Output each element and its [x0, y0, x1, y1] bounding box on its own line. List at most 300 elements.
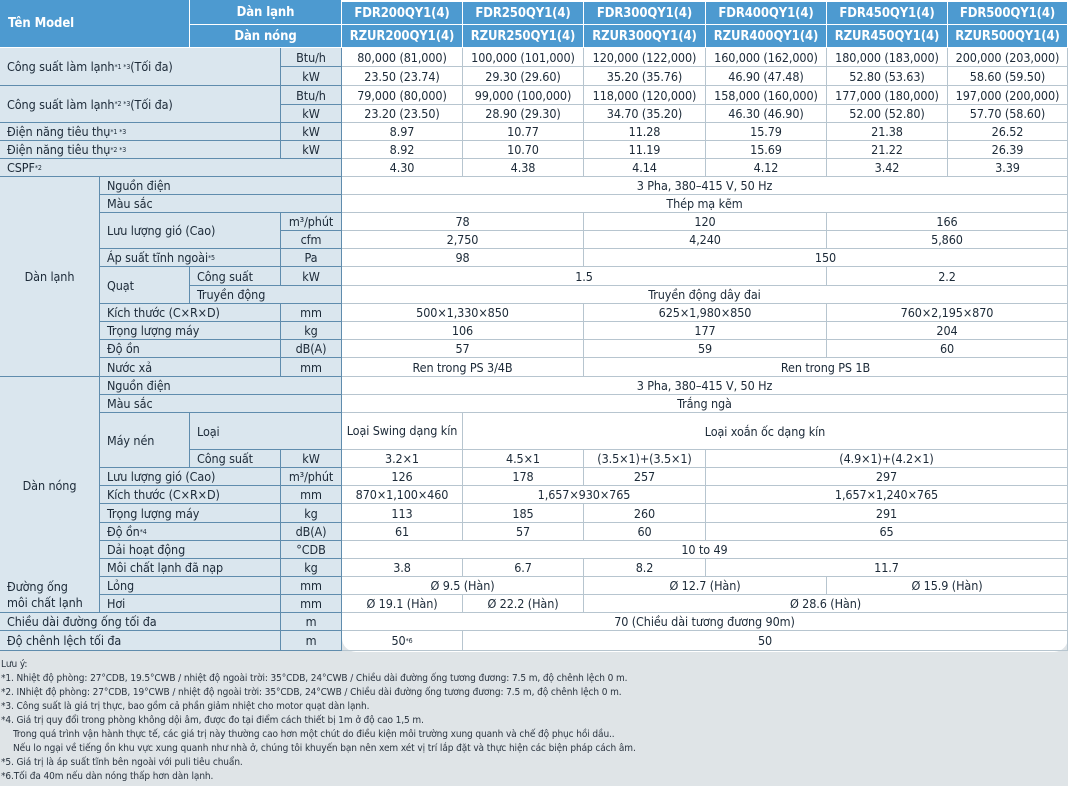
cap2-kw-value-text: 57.70 (58.60) [969, 106, 1046, 121]
note-2: *2. INhiệt độ phòng: 27°CDB, 19°CWB / nhiệt độ ngoài trời: 35°CDB, 24°CWB / Chiều dài đường ống tương đương: 7.5 m, độ chênh lệch 0 m. [1, 687, 622, 698]
gas-pipe-value-text: Ø 28.6 (Hàn) [789, 596, 862, 611]
outdoor-weight-label-text: Trọng lượng máy [107, 505, 200, 521]
outdoor-noise-value [584, 523, 706, 541]
max-height-difference-value: 50 *6 [342, 631, 463, 651]
fan-power-value [827, 267, 1068, 286]
indoor-noise-label [100, 340, 281, 358]
power2-value [827, 141, 948, 159]
operation-range-label-text: Dải hoạt động [107, 542, 186, 557]
indoor-power-supply-label-text: Nguồn điện [107, 178, 171, 193]
indoor-dimension-value-text: 500×1,330×850 [416, 305, 509, 320]
esp-label-text: Áp suất tĩnh ngoài [107, 250, 208, 265]
gas-pipe-label [100, 595, 281, 613]
indoor-noise-label-text: Độ ồn [107, 341, 140, 356]
power2-value [463, 141, 584, 159]
indoor-noise-value-text: 59 [697, 341, 713, 356]
note-6: *6.Tối đa 40m nếu dàn nóng thấp hơn dàn lạnh. [1, 771, 214, 782]
outdoor-dimension-value [463, 486, 706, 504]
max-height-difference-unit-text: m [305, 633, 317, 648]
indoor-airflow-m3-value [827, 213, 1068, 231]
gas-pipe-unit [281, 595, 342, 613]
outdoor-color-label [100, 395, 342, 413]
note-4-cont-1: Trong quá trình vận hành thực tế, các giá trị này thường cao hơn một chút do điều kiện môi trường xung quanh và chế độ phục hồi dầu.. [13, 729, 615, 740]
cap1-unit-kw [281, 67, 342, 86]
outdoor-dimension-value [342, 486, 463, 504]
outdoor-color-value-text: Trắng ngà [677, 396, 732, 411]
power2-value [706, 141, 827, 159]
outdoor-weight-value [463, 504, 584, 523]
liquid-pipe-value [342, 577, 584, 595]
operation-range-label [100, 541, 281, 559]
cap2-kw-value [706, 105, 827, 123]
cap1-btuh-value [342, 48, 463, 67]
outdoor-weight-value-text: 291 [875, 505, 898, 521]
cap2-kw-value [463, 105, 584, 123]
indoor-weight-value [342, 322, 584, 340]
power1-value-text: 26.52 [991, 124, 1024, 139]
drain-unit-text: mm [300, 359, 322, 375]
outdoor-group-label-text: Dàn nóng [22, 478, 77, 493]
liquid-pipe-unit-text: mm [300, 578, 322, 593]
outdoor-noise-value [342, 523, 463, 541]
piping-group-label-line: môi chất lạnh [7, 594, 83, 610]
gas-pipe-value-text: Ø 22.2 (Hàn) [487, 596, 559, 611]
cap1-kw-value [706, 67, 827, 86]
indoor-model-3 [706, 2, 827, 25]
fan-power-unit [281, 267, 342, 286]
power-input-2-label-text: Điện năng tiêu thụ [7, 142, 111, 157]
note-1: *1. Nhiệt độ phòng: 27°CDB, 19.5°CWB / nhiệt độ ngoài trời: 35°CDB, 24°CWB / Chiều dài đường ống tương đương: 7.5 m, độ chênh lệch 0 m. [1, 673, 628, 684]
outdoor-weight-value [342, 504, 463, 523]
cap1-btuh-value-text: 180,000 (183,000) [835, 49, 939, 65]
cap2-kw-value-text: 34.70 (35.20) [606, 106, 683, 121]
power1-unit-text: kW [302, 124, 320, 139]
indoor-noise-value [584, 340, 827, 358]
compressor-power-unit-text: kW [302, 451, 320, 466]
indoor-weight-label [100, 322, 281, 340]
liquid-pipe-value-text: Ø 12.7 (Hàn) [669, 578, 741, 593]
cspf-label: CSPF *2 [0, 159, 342, 177]
indoor-header-label-text: Dàn lạnh [236, 4, 295, 20]
esp-value [584, 249, 1068, 267]
indoor-airflow-m3-value-text: 78 [455, 214, 470, 229]
refrigerant-value [584, 559, 706, 577]
cap2-btuh-value-text: 79,000 (80,000) [357, 87, 447, 103]
max-height-difference-unit [281, 631, 342, 651]
outdoor-power-supply-label [100, 377, 342, 395]
outdoor-power-supply-value-text: 3 Pha, 380–415 V, 50 Hz [636, 378, 773, 393]
max-piping-length-unit [281, 613, 342, 631]
outdoor-power-supply-label-text: Nguồn điện [107, 378, 171, 393]
outdoor-dimension-unit-text: mm [300, 487, 322, 502]
outdoor-noise-value-text: 65 [879, 524, 894, 539]
indoor-dimension-value-text: 760×2,195×870 [900, 305, 994, 320]
compressor-power-unit [281, 450, 342, 468]
fan-drive-value-text: Truyền động dây đai [648, 287, 761, 302]
power1-unit [281, 123, 342, 141]
indoor-airflow-unit-cfm-text: cfm [300, 232, 322, 247]
cap1-btuh-value-text: 100,000 (101,000) [471, 49, 575, 65]
cooling-capacity-1-label-text: Công suất làm lạnh [7, 59, 115, 74]
cap2-btuh-value [706, 86, 827, 105]
compressor-label [100, 413, 190, 468]
cap1-kw-value [584, 67, 706, 86]
fan-power-unit-text: kW [302, 268, 320, 284]
power1-value-text: 8.97 [389, 124, 415, 139]
indoor-weight-label-text: Trọng lượng máy [107, 323, 200, 338]
outdoor-header-label-text: Dàn nóng [234, 28, 297, 44]
indoor-color-label-text: Màu sắc [107, 196, 153, 211]
indoor-airflow-unit-cfm [281, 231, 342, 249]
outdoor-dimension-value [706, 486, 1068, 504]
cap1-unit-btuh-text: Btu/h [296, 49, 326, 65]
cap1-btuh-value [706, 48, 827, 67]
drain-value-text: Ren trong PS 1B [780, 359, 871, 375]
operation-range-unit-text: °CDB [296, 542, 326, 557]
power2-value-text: 10.70 [507, 142, 539, 157]
indoor-airflow-cfm-value [827, 231, 1068, 249]
liquid-pipe-label [100, 577, 281, 595]
drain-value-text: Ren trong PS 3/4B [412, 359, 513, 375]
indoor-weight-value [584, 322, 827, 340]
cap1-btuh-value [584, 48, 706, 67]
refrigerant-value-text: 3.8 [393, 560, 411, 575]
indoor-weight-unit [281, 322, 342, 340]
cap1-kw-value-text: 52.80 (53.63) [849, 68, 925, 84]
esp-value-text: 98 [455, 250, 470, 265]
compressor-type-value [463, 413, 1068, 450]
max-height-difference-label [0, 631, 281, 651]
esp-unit-text: Pa [304, 250, 318, 265]
indoor-model-0-text: FDR200QY1(4) [354, 5, 450, 21]
outdoor-header-label [190, 25, 342, 48]
notes-title: Lưu ý: [1, 659, 28, 670]
indoor-power-supply-value [342, 177, 1068, 195]
gas-pipe-label-text: Hơi [107, 596, 126, 611]
power2-value-text: 8.92 [389, 142, 415, 157]
compressor-power-label [190, 450, 281, 468]
cap2-btuh-value-text: 99,000 (100,000) [474, 87, 572, 103]
compressor-power-label-text: Công suất [197, 451, 253, 466]
power1-value [463, 123, 584, 141]
power2-value [948, 141, 1068, 159]
compressor-power-value-text: 4.5×1 [506, 451, 540, 466]
indoor-airflow-cfm-value-text: 2,750 [446, 232, 479, 247]
outdoor-weight-value-text: 113 [391, 505, 413, 521]
indoor-weight-value-text: 204 [936, 323, 958, 338]
outdoor-airflow-label-text: Lưu lượng gió (Cao) [107, 469, 216, 484]
outdoor-model-3 [706, 25, 827, 48]
indoor-color-value [342, 195, 1068, 213]
indoor-power-supply-value-text: 3 Pha, 380–415 V, 50 Hz [636, 178, 773, 193]
note-3: *3. Công suất là giá trị thực, bao gồm cả phần giảm nhiệt cho motor quạt dàn lạnh. [1, 701, 370, 712]
outdoor-weight-value [706, 504, 1068, 523]
cap2-btuh-value [342, 86, 463, 105]
indoor-noise-value-text: 60 [939, 341, 955, 356]
indoor-airflow-cfm-value [342, 231, 584, 249]
indoor-dimension-value [584, 304, 827, 322]
outdoor-weight-value [584, 504, 706, 523]
outdoor-noise-value-text: 57 [515, 524, 531, 539]
cap1-kw-value-text: 58.60 (59.50) [969, 68, 1046, 84]
cap2-btuh-value [463, 86, 584, 105]
indoor-noise-value-text: 57 [455, 341, 470, 356]
indoor-model-3-text: FDR400QY1(4) [718, 5, 814, 21]
fan-drive-value [342, 286, 1068, 304]
indoor-noise-value [827, 340, 1068, 358]
outdoor-model-4-text: RZUR450QY1(4) [834, 28, 940, 44]
operation-range-value [342, 541, 1068, 559]
gas-pipe-value [463, 595, 584, 613]
cap2-btuh-value [584, 86, 706, 105]
cspf-value-text: 3.39 [995, 160, 1020, 175]
outdoor-model-1-text: RZUR250QY1(4) [470, 28, 576, 44]
outdoor-dimension-label [100, 486, 281, 504]
indoor-dimension-value-text: 625×1,980×850 [658, 305, 752, 320]
cspf-value-text: 4.12 [753, 160, 779, 175]
indoor-model-4 [827, 2, 948, 25]
outdoor-model-2 [584, 25, 706, 48]
outdoor-weight-unit-text: kg [304, 505, 318, 521]
indoor-airflow-label [100, 213, 281, 249]
outdoor-noise-unit-text: dB(A) [295, 524, 327, 539]
max-piping-length-label [0, 613, 281, 631]
indoor-model-1-text: FDR250QY1(4) [475, 5, 571, 21]
indoor-weight-value-text: 106 [451, 323, 474, 338]
cap2-kw-value [584, 105, 706, 123]
cooling-capacity-2-label: Công suất làm lạnh *2 *3 (Tối đa) [0, 86, 281, 123]
max-piping-length-unit-text: m [305, 614, 317, 629]
max-height-difference-label-text: Độ chênh lệch tối đa [7, 633, 122, 648]
fan-power-label [190, 267, 281, 286]
compressor-power-value [463, 450, 584, 468]
outdoor-noise-value [463, 523, 584, 541]
outdoor-airflow-value-text: 178 [512, 469, 534, 484]
fan-drive-label [190, 286, 342, 304]
cap2-btuh-value [948, 86, 1068, 105]
compressor-power-value-text: (3.5×1)+(3.5×1) [597, 451, 692, 466]
outdoor-model-5-text: RZUR500QY1(4) [955, 28, 1060, 44]
compressor-type-label-text: Loại [197, 423, 220, 439]
indoor-dimension-label [100, 304, 281, 322]
indoor-color-label [100, 195, 342, 213]
max-piping-length-value [342, 613, 1068, 631]
note-4-cont-2: Nếu lo ngại về tiếng ồn khu vực xung quanh như nhà ở, chúng tôi khuyến bạn nên xem xét vị trí lắp đặt và thực hiện các biện pháp cách âm. [13, 743, 636, 754]
power1-value-text: 10.77 [507, 124, 539, 139]
cap1-btuh-value [827, 48, 948, 67]
outdoor-weight-label [100, 504, 281, 523]
operation-range-value-text: 10 to 49 [681, 542, 728, 557]
compressor-power-value-text: (4.9×1)+(4.2×1) [839, 451, 934, 466]
cspf-value [463, 159, 584, 177]
outdoor-dimension-label-text: Kích thước (C×R×D) [107, 487, 220, 502]
outdoor-weight-value-text: 260 [633, 505, 656, 521]
model-label [0, 0, 190, 48]
indoor-dimension-value [827, 304, 1068, 322]
drain-label [100, 358, 281, 377]
liquid-pipe-value-text: Ø 9.5 (Hàn) [430, 578, 495, 593]
outdoor-model-0 [342, 25, 463, 48]
indoor-model-2 [584, 2, 706, 25]
gas-pipe-unit-text: mm [300, 596, 322, 611]
compressor-type-value-text: Loại xoắn ốc dạng kín [704, 423, 826, 439]
cap2-kw-value-text: 46.30 (46.90) [728, 106, 804, 121]
esp-unit [281, 249, 342, 267]
compressor-power-value-text: 3.2×1 [385, 451, 419, 466]
cap1-kw-value-text: 35.20 (35.76) [606, 68, 683, 84]
liquid-pipe-value [584, 577, 827, 595]
outdoor-noise-value-text: 61 [394, 524, 410, 539]
cap1-btuh-value [463, 48, 584, 67]
cap2-btuh-value-text: 118,000 (120,000) [592, 87, 697, 103]
cap2-btuh-value-text: 197,000 (200,000) [955, 87, 1060, 103]
compressor-power-value [342, 450, 463, 468]
outdoor-airflow-value [706, 468, 1068, 486]
indoor-weight-value-text: 177 [694, 323, 716, 338]
power2-value-text: 21.22 [871, 142, 903, 157]
cap1-kw-value [948, 67, 1068, 86]
gas-pipe-value-text: Ø 19.1 (Hàn) [366, 596, 438, 611]
indoor-noise-unit-text: dB(A) [295, 341, 327, 356]
fan-power-value-text: 2.2 [938, 268, 956, 284]
cap1-btuh-value [948, 48, 1068, 67]
indoor-airflow-unit-m3 [281, 213, 342, 231]
outdoor-dimension-value-text: 1,657×1,240×765 [834, 487, 939, 502]
cap1-kw-value-text: 29.30 (29.60) [485, 68, 561, 84]
outdoor-model-4 [827, 25, 948, 48]
power2-value [342, 141, 463, 159]
cap1-btuh-value-text: 120,000 (122,000) [592, 49, 697, 65]
indoor-weight-unit-text: kg [304, 323, 318, 338]
power-input-1-label: Điện năng tiêu thụ *1 *3 [0, 123, 281, 141]
power1-value-text: 11.28 [628, 124, 661, 139]
power1-value-text: 15.79 [750, 124, 782, 139]
fan-power-label-text: Công suất [197, 268, 253, 284]
cap2-unit-btuh [281, 86, 342, 105]
outdoor-color-label-text: Màu sắc [107, 396, 153, 411]
outdoor-model-0-text: RZUR200QY1(4) [349, 28, 455, 44]
cspf-label-text: CSPF [7, 160, 35, 175]
cap1-btuh-value-text: 160,000 (162,000) [714, 49, 818, 65]
max-height-difference-value-text: 50 [391, 633, 406, 648]
note-5: *5. Giá trị là áp suất tĩnh bên ngoài với puli tiêu chuẩn. [1, 757, 243, 768]
outdoor-weight-value-text: 185 [512, 505, 534, 521]
indoor-model-1 [463, 2, 584, 25]
cap1-kw-value [463, 67, 584, 86]
model-label-text: Tên Model [8, 16, 75, 31]
indoor-airflow-cfm-value-text: 4,240 [689, 232, 721, 247]
esp-value [342, 249, 584, 267]
refrigerant-label-text: Môi chất lạnh đã nạp [107, 560, 224, 575]
power1-value [584, 123, 706, 141]
power2-value-text: 11.19 [628, 142, 661, 157]
outdoor-power-supply-value [342, 377, 1068, 395]
outdoor-dimension-unit [281, 486, 342, 504]
cap2-unit-kw-text: kW [302, 106, 320, 121]
max-height-difference-value [463, 631, 1068, 651]
note-4: *4. Giá trị quy đổi trong phòng không dội âm, được đo tại điểm cách thiết bị 1m ở độ cao 1,5 m. [1, 715, 424, 726]
cap2-kw-value [342, 105, 463, 123]
gas-pipe-value [584, 595, 1068, 613]
cap1-unit-kw-text: kW [302, 68, 320, 84]
indoor-noise-value [342, 340, 584, 358]
cspf-value [706, 159, 827, 177]
cap2-btuh-value-text: 158,000 (160,000) [714, 87, 818, 103]
drain-label-text: Nước xả [107, 359, 153, 375]
cap2-unit-kw [281, 105, 342, 123]
indoor-airflow-m3-value-text: 120 [694, 214, 716, 229]
cspf-value [827, 159, 948, 177]
cap2-kw-value [827, 105, 948, 123]
liquid-pipe-label-text: Lỏng [107, 578, 135, 593]
indoor-airflow-cfm-value-text: 5,860 [931, 232, 963, 247]
power2-value-text: 15.69 [750, 142, 782, 157]
outdoor-airflow-label [100, 468, 281, 486]
indoor-power-supply-label [100, 177, 342, 195]
indoor-header-label [190, 0, 342, 25]
cap1-btuh-value-text: 80,000 (81,000) [357, 49, 447, 65]
compressor-type-value [342, 413, 463, 450]
outdoor-noise-label: Độ ồn *4 [100, 523, 281, 541]
max-height-difference-value-text: 50 [757, 633, 773, 648]
drain-unit [281, 358, 342, 377]
cap1-unit-btuh [281, 48, 342, 67]
outdoor-color-value [342, 395, 1068, 413]
indoor-group-label [0, 177, 100, 377]
max-piping-length-label-text: Chiều dài đường ống tối đa [7, 614, 157, 629]
compressor-power-value [706, 450, 1068, 468]
outdoor-noise-value [706, 523, 1068, 541]
outdoor-model-3-text: RZUR400QY1(4) [713, 28, 819, 44]
cap2-kw-value [948, 105, 1068, 123]
refrigerant-value-text: 8.2 [635, 560, 654, 575]
refrigerant-label [100, 559, 281, 577]
indoor-airflow-label-text: Lưu lượng gió (Cao) [107, 223, 216, 238]
cspf-value-text: 4.14 [632, 160, 657, 175]
outdoor-noise-label-text: Độ ồn [107, 524, 140, 539]
indoor-dimension-unit-text: mm [300, 305, 322, 320]
fan-power-value-text: 1.5 [575, 268, 593, 284]
fan-label-text: Quạt [107, 277, 134, 293]
compressor-type-value-text: Loại Swing dạng kín [346, 423, 458, 438]
refrigerant-value [463, 559, 584, 577]
compressor-label-text: Máy nén [107, 432, 155, 448]
refrigerant-value-text: 11.7 [874, 560, 899, 575]
refrigerant-value [342, 559, 463, 577]
outdoor-model-1 [463, 25, 584, 48]
indoor-noise-unit [281, 340, 342, 358]
esp-label: Áp suất tĩnh ngoài *5 [100, 249, 281, 267]
max-piping-length-value-text: 70 (Chiều dài tương đương 90m) [614, 614, 795, 629]
cap1-kw-value-text: 46.90 (47.48) [728, 68, 804, 84]
indoor-airflow-m3-value [584, 213, 827, 231]
cap2-btuh-value [827, 86, 948, 105]
outdoor-airflow-value-text: 126 [391, 469, 413, 484]
outdoor-dimension-value-text: 1,657×930×765 [537, 487, 631, 502]
power2-unit-text: kW [302, 142, 320, 157]
refrigerant-value [706, 559, 1068, 577]
power-input-1-label-text: Điện năng tiêu thụ [7, 124, 111, 139]
cap2-kw-value-text: 28.90 (29.30) [485, 106, 561, 121]
outdoor-airflow-value-text: 257 [633, 469, 656, 484]
indoor-airflow-cfm-value [584, 231, 827, 249]
operation-range-unit [281, 541, 342, 559]
power2-unit [281, 141, 342, 159]
refrigerant-unit [281, 559, 342, 577]
power1-value [342, 123, 463, 141]
outdoor-airflow-value [584, 468, 706, 486]
indoor-model-5 [948, 2, 1068, 25]
